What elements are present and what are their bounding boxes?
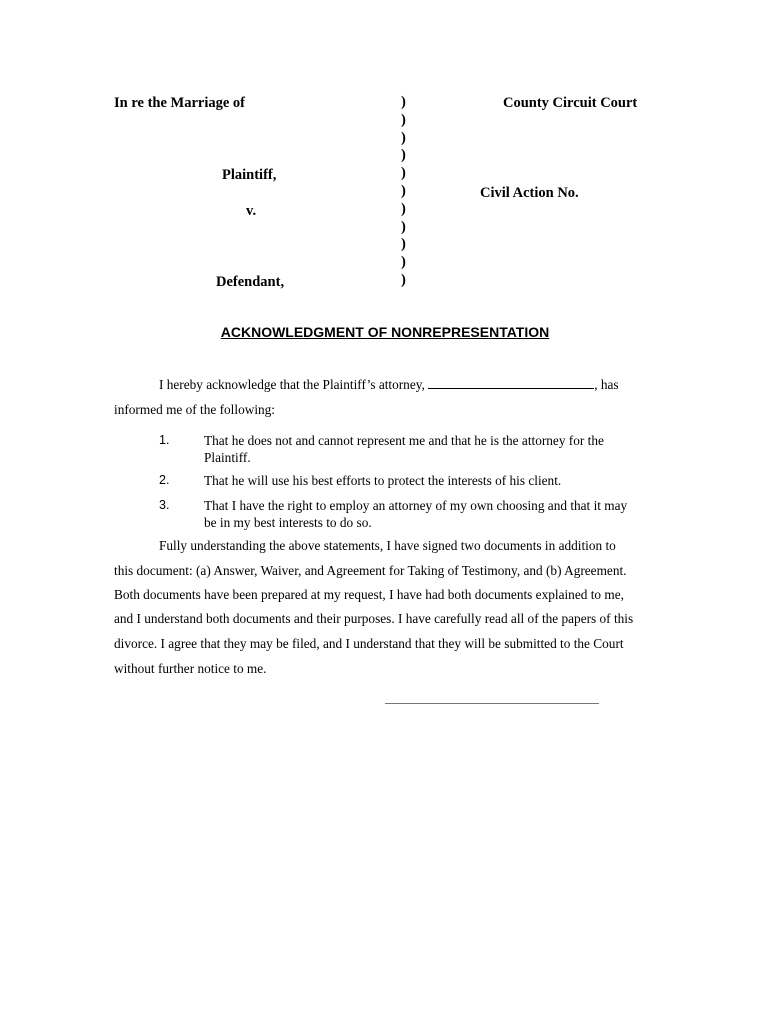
closing-line: Fully understanding the above statements, I have signed two documents in addition to	[159, 538, 616, 553]
intro-line-2: informed me of the following:	[114, 402, 276, 417]
caption-paren: )	[401, 200, 406, 217]
caption-plaintiff: Plaintiff,	[222, 167, 277, 183]
list-item-line: be in my best interests to do so.	[204, 515, 372, 530]
closing-line: this document: (a) Answer, Waiver, and Agreement for Taking of Testimony, and (b) Agreement.	[114, 563, 627, 578]
caption-paren: )	[401, 236, 406, 253]
caption-paren: )	[401, 271, 406, 288]
intro-line-1	[159, 376, 619, 393]
caption-paren: )	[401, 147, 406, 164]
caption-paren: )	[401, 165, 406, 182]
caption-civil-action: Civil Action No.	[480, 185, 579, 201]
intro-suffix: , has	[594, 377, 619, 392]
caption-paren: )	[401, 254, 406, 271]
caption-paren: )	[401, 182, 406, 199]
list-number: 2.	[159, 473, 170, 487]
caption-paren: )	[401, 129, 406, 146]
closing-line: without further notice to me.	[114, 661, 267, 676]
list-item-line: That he does not and cannot represent me and that he is the attorney for the	[204, 433, 604, 448]
caption-paren: )	[401, 218, 406, 235]
list-number: 1.	[159, 433, 170, 447]
closing-line: divorce. I agree that they may be filed, and I understand that they will be submitted to the Court	[114, 636, 624, 651]
list-item-line: Plaintiff.	[204, 450, 251, 465]
list-item	[204, 432, 604, 466]
list-item-line: That I have the right to employ an attorney of my own choosing and that it may	[204, 498, 628, 513]
document-title: ACKNOWLEDGMENT OF NONREPRESENTATION	[220, 324, 550, 340]
list-number: 3.	[159, 498, 170, 512]
intro-text: I hereby acknowledge that the Plaintiff’s attorney,	[159, 377, 425, 392]
caption-paren: )	[401, 111, 406, 128]
list-item-line: That he will use his best efforts to protect the interests of his client.	[204, 473, 562, 488]
caption-marriage: In re the Marriage of	[114, 95, 245, 111]
list-item	[204, 472, 561, 489]
caption-court: County Circuit Court	[503, 95, 638, 111]
caption-versus: v.	[246, 203, 257, 219]
caption-paren-column	[401, 94, 406, 290]
signature-line[interactable]	[385, 703, 599, 704]
closing-line: and I understand both documents and their purposes. I have carefully read all of the papers of this	[114, 611, 634, 626]
list-item	[204, 497, 627, 531]
closing-line: Both documents have been prepared at my request, I have had both documents explained to me,	[114, 587, 624, 602]
caption-paren: )	[401, 94, 406, 110]
attorney-name-blank[interactable]	[428, 376, 594, 389]
caption-defendant: Defendant,	[216, 274, 285, 290]
